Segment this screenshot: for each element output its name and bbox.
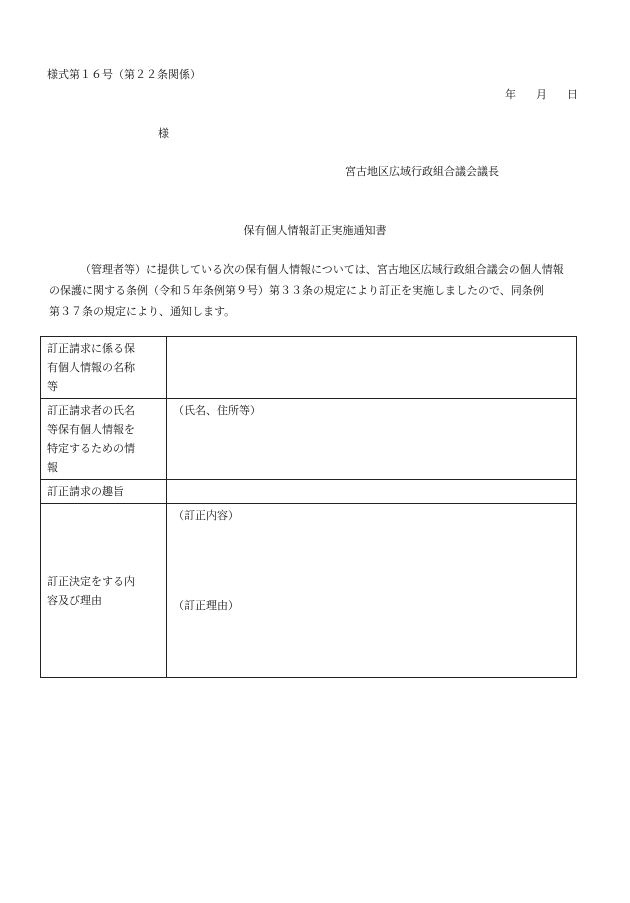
- table-row: [41, 480, 577, 504]
- recipient-suffix: 様: [158, 127, 169, 140]
- date-day: 日: [567, 88, 578, 101]
- row-value: （氏名、住所等）: [167, 399, 577, 480]
- label-line: 訂正決定をする内: [47, 574, 135, 588]
- row-label: [41, 337, 167, 399]
- date-year: 年: [505, 88, 516, 101]
- correction-content-label: （訂正内容）: [173, 509, 239, 522]
- body-line: （管理者等）に提供している次の保有個人情報については、宮古地区広域行政組合議会の個人情報: [80, 263, 564, 276]
- table-row: [41, 337, 577, 399]
- table-row: [41, 399, 577, 480]
- date-month: 月: [536, 88, 547, 101]
- row-label: [41, 399, 167, 480]
- row-label: [41, 480, 167, 504]
- label-line: 訂正請求に係る保: [47, 342, 135, 355]
- label-line: 容及び理由: [47, 593, 102, 607]
- row-value: [167, 480, 577, 504]
- body-line: 第３７条の規定により、通知します。: [49, 305, 236, 318]
- form-number: 様式第１６号（第２２条関係）: [47, 68, 201, 81]
- label-line: 有個人情報の名称: [47, 361, 135, 374]
- label-line: 等: [47, 380, 58, 393]
- label-line: 報: [47, 461, 58, 474]
- body-line: の保護に関する条例（令和５年条例第９号）第３３条の規定により訂正を実施しましたので、同条例: [49, 284, 544, 297]
- body-paragraph: [49, 259, 580, 322]
- row-value: [167, 337, 577, 399]
- info-table: [40, 336, 577, 678]
- label-line: 等保有個人情報を: [47, 423, 135, 436]
- date-line: [505, 86, 578, 102]
- table-row: [41, 504, 577, 678]
- correction-reason-label: （訂正理由）: [173, 599, 239, 612]
- sender-name: 宮古地区広域行政組合議会議長: [345, 165, 499, 178]
- label-line: 訂正請求者の氏名: [47, 404, 135, 417]
- label-line: 訂正請求の趣旨: [47, 485, 124, 498]
- row-value: [167, 504, 577, 678]
- document-title: 保有個人情報訂正実施通知書: [243, 224, 387, 237]
- row-label: [41, 504, 167, 678]
- label-line: 特定するための情: [47, 442, 135, 455]
